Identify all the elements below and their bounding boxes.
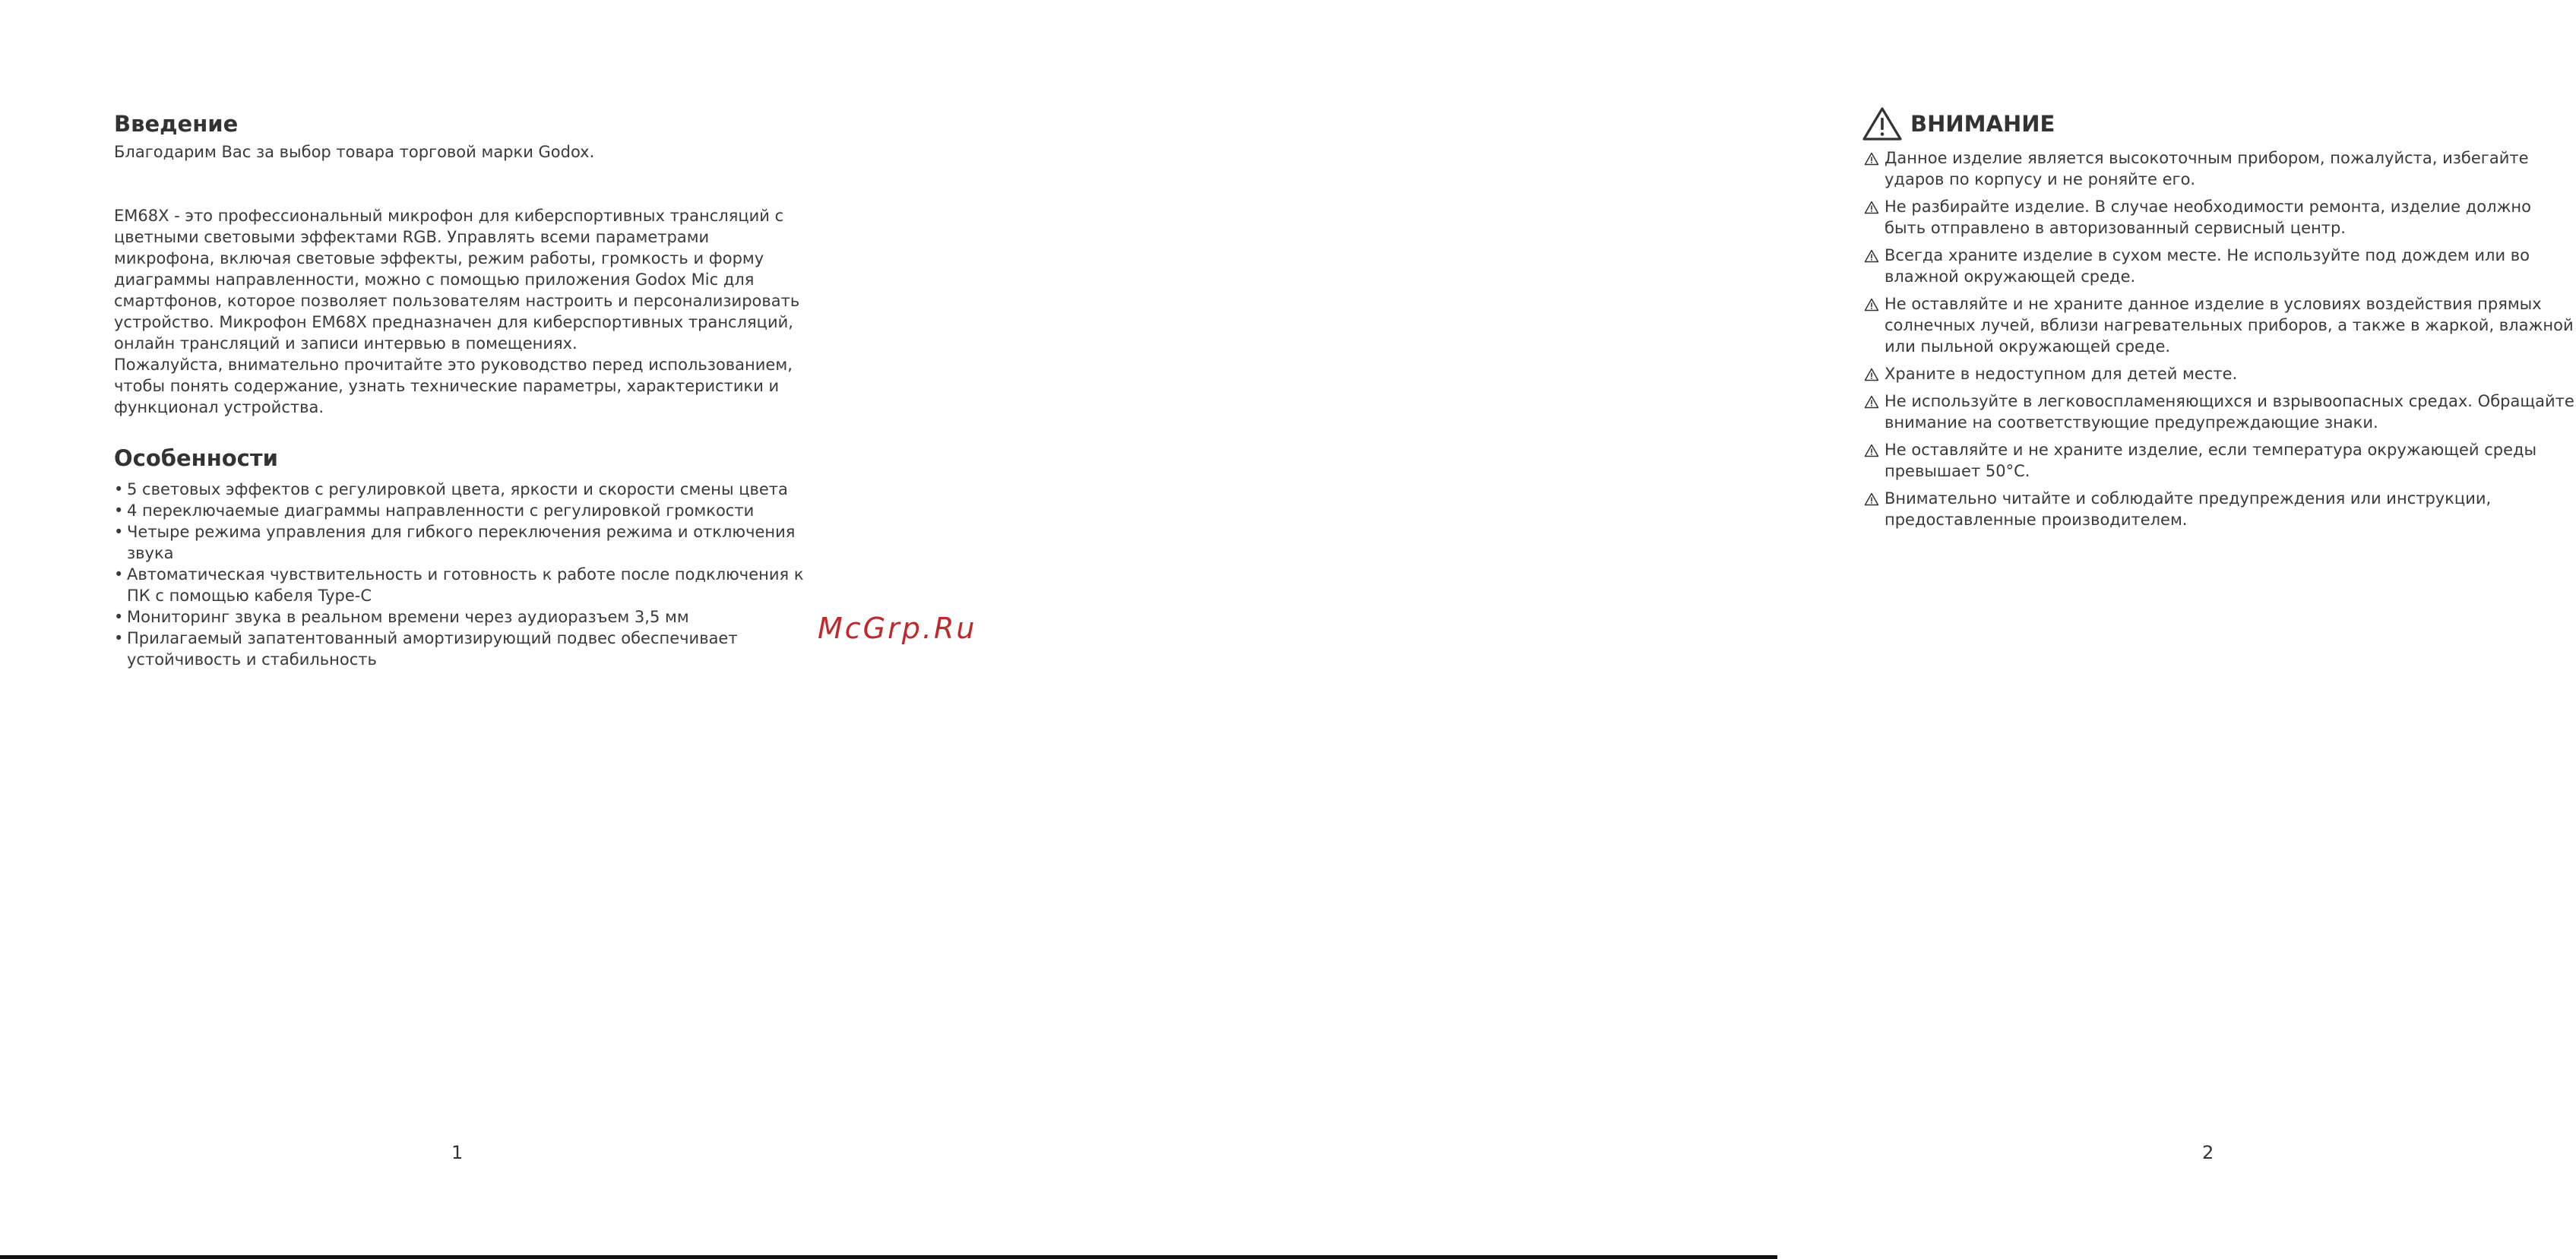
bullet: • <box>114 565 124 584</box>
feature-text: Автоматическая чувствительность и готовность к работе после подключения к ПК с помощью кабеля Type-C <box>127 565 804 605</box>
bullet: • <box>114 629 124 647</box>
watermark: McGrp.Ru <box>818 612 977 645</box>
intro-read-manual: Пожалуйста, внимательно прочитайте это руководство перед использованием, чтобы понять содержание, узнать технические параметры, характеристики и функционал устройства. <box>114 356 793 416</box>
warning-item <box>1862 439 2576 482</box>
features-list <box>114 479 813 670</box>
warning-small-icon <box>1864 492 1879 506</box>
warning-small-icon <box>1864 444 1879 457</box>
intro-thanks: Благодарим Вас за выбор товара торговой марки Godox. <box>114 143 595 161</box>
right-page <box>889 0 2574 1246</box>
warning-item <box>1862 488 2576 530</box>
warning-text: Не используйте в легковоспламеняющихся и взрывоопасных средах. Обращайте внимание на соответствующие предупреждающие знаки. <box>1885 392 2574 432</box>
warning-small-icon <box>1864 368 1879 381</box>
warning-small-icon <box>1864 395 1879 409</box>
warning-text: Всегда храните изделие в сухом месте. Не используйте под дождем или во влажной окружающей среде. <box>1885 246 2530 286</box>
feature-text: Мониторинг звука в реальном времени через аудиоразъем 3,5 мм <box>127 608 689 626</box>
warning-small-icon <box>1864 152 1879 166</box>
features-heading: Особенности <box>114 445 278 471</box>
warning-item <box>1862 147 2576 190</box>
warning-triangle-icon <box>1862 106 1903 141</box>
warning-text: Данное изделие является высокоточным прибором, пожалуйста, избегайте ударов по корпусу и не роняйте его. <box>1885 149 2529 188</box>
feature-text: 4 переключаемые диаграммы направленности с регулировкой громкости <box>127 501 755 520</box>
bullet: • <box>114 523 124 541</box>
intro-heading: Введение <box>114 111 239 137</box>
warning-text: Храните в недоступном для детей месте. <box>1885 365 2238 383</box>
warning-small-icon <box>1864 298 1879 312</box>
feature-text: 5 световых эффектов с регулировкой цвета, яркости и скорости смены цвета <box>127 480 788 498</box>
warning-text: Не оставляйте и не храните изделие, если температура окружающей среды превышает 50°C. <box>1885 441 2537 480</box>
feature-text: Прилагаемый запатентованный амортизирующий подвес обеспечивает устойчивость и стабильность <box>127 629 738 669</box>
page-number-right: 2 <box>2202 1142 2214 1163</box>
bullet: • <box>114 501 124 520</box>
warning-item <box>1862 391 2576 433</box>
warning-text: Внимательно читайте и соблюдайте предупреждения или инструкции, предоставленные производителем. <box>1885 489 2492 529</box>
left-page-content <box>114 106 813 670</box>
warning-text: Не оставляйте и не храните данное изделие в условиях воздействия прямых солнечных лучей, вблизи нагревательных приборов, а также в жаркой, влажной или пыльной окружающей среде. <box>1885 295 2574 356</box>
warning-item <box>1862 363 2576 384</box>
warning-item <box>1862 293 2576 357</box>
warnings-list <box>1862 147 2576 530</box>
right-page-content <box>1862 106 2576 536</box>
left-page <box>0 0 889 1246</box>
feature-item <box>114 628 813 670</box>
warning-text: Не разбирайте изделие. В случае необходимости ремонта, изделие должно быть отправлено в авторизованный сервисный центр. <box>1885 198 2531 237</box>
warning-item <box>1862 245 2576 287</box>
bullet: • <box>114 480 124 498</box>
intro-description: EM68X - это профессиональный микрофон для киберспортивных трансляций с цветными световыми эффектами RGB. Управлять всеми параметрами микрофона, включая световые эффекты, режим работы, громкость и форму диаграммы направленности, можно с помощью приложения Godox Mic для смартфонов, которое позволяет пользователям настроить и персонализировать устройство. Микрофон EM68X предназначен для киберспортивных трансляций, онлайн трансляций и записи интервью в помещениях. <box>114 207 800 353</box>
warning-title: ВНИМАНИЕ <box>1910 111 2055 137</box>
feature-item <box>114 521 813 564</box>
feature-text: Четыре режима управления для гибкого переключения режима и отключения звука <box>127 523 796 562</box>
feature-item <box>114 606 813 628</box>
feature-item <box>114 564 813 606</box>
feature-item <box>114 479 813 500</box>
warning-small-icon <box>1864 249 1879 263</box>
warning-small-icon <box>1864 201 1879 214</box>
feature-item <box>114 500 813 521</box>
warning-item <box>1862 196 2576 239</box>
bottom-rule <box>0 1255 1777 1259</box>
page-number-left: 1 <box>451 1142 464 1163</box>
bullet: • <box>114 608 124 626</box>
warning-heading <box>1862 106 2576 141</box>
